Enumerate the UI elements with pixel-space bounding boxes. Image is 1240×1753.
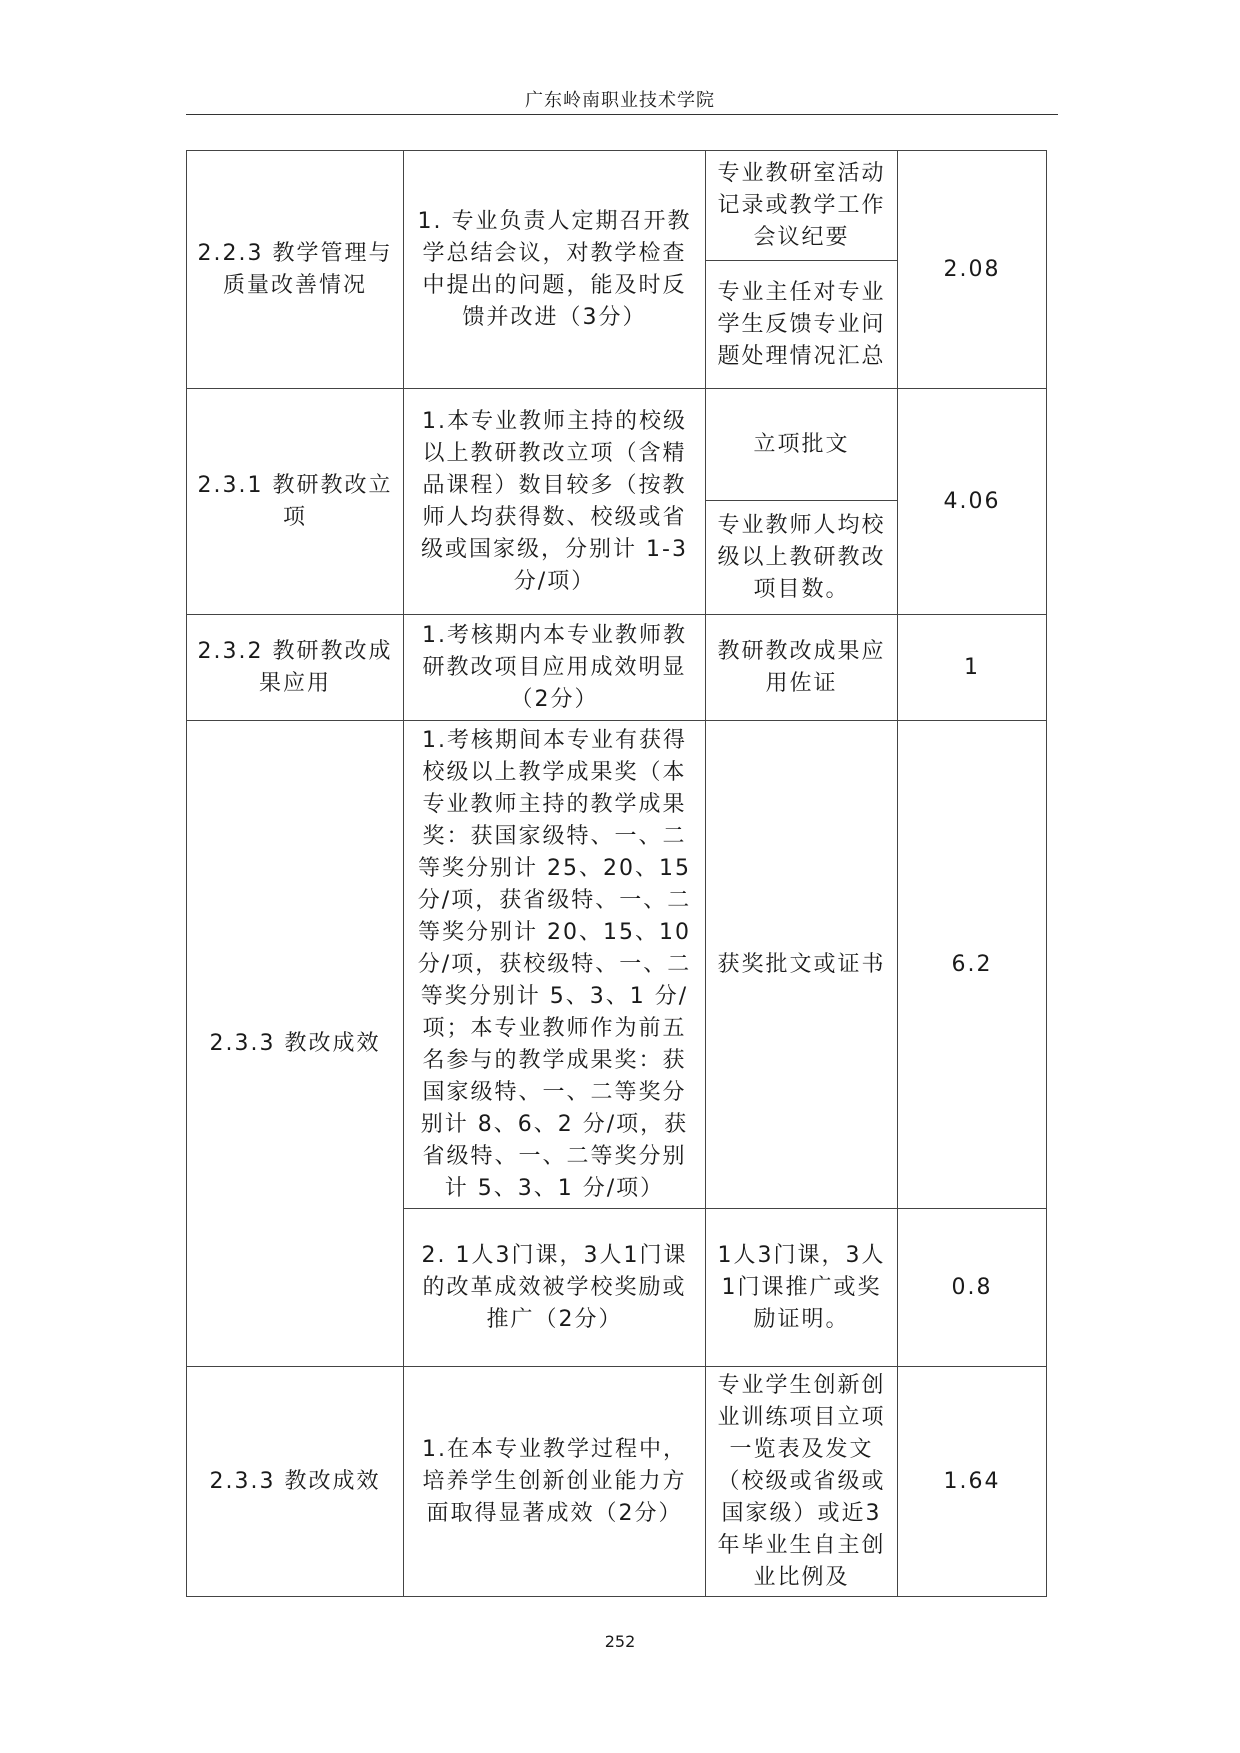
page-number: 252 — [604, 1632, 636, 1651]
requirement-cell: 1.考核期内本专业教师教研教改项目应用成效明显（2分） — [404, 615, 706, 721]
evidence-cell: 教研教改成果应用佐证 — [706, 615, 898, 721]
score-cell: 4.06 — [898, 389, 1047, 615]
score-cell: 0.8 — [898, 1209, 1047, 1367]
item-cell: 2.3.3 教改成效 — [187, 721, 404, 1367]
evidence-cell: 专业主任对专业学生反馈专业问题处理情况汇总 — [706, 261, 898, 389]
evidence-cell: 1人3门课，3人1门课推广或奖励证明。 — [706, 1209, 898, 1367]
table-row — [187, 389, 1047, 501]
evidence-cell: 专业教研室活动记录或教学工作会议纪要 — [706, 151, 898, 261]
table-row — [187, 151, 1047, 261]
header-title: 广东岭南职业技术学院 — [525, 90, 715, 111]
item-cell: 2.3.1 教研教改立项 — [187, 389, 404, 615]
requirement-cell: 1. 专业负责人定期召开教学总结会议，对教学检查中提出的问题，能及时反馈并改进（3分） — [404, 151, 706, 389]
requirement-cell: 1.本专业教师主持的校级以上教研教改立项（含精品课程）数目较多（按教师人均获得数、校级或省级或国家级，分别计 1-3 分/项） — [404, 389, 706, 615]
table-row — [187, 721, 1047, 1209]
evidence-cell: 专业学生创新创业训练项目立项一览表及发文（校级或省级或国家级）或近3年毕业生自主创业比例及 — [706, 1367, 898, 1597]
item-cell: 2.2.3 教学管理与质量改善情况 — [187, 151, 404, 389]
score-cell: 1.64 — [898, 1367, 1047, 1597]
evidence-cell: 立项批文 — [706, 389, 898, 501]
evaluation-table — [186, 150, 1047, 1597]
requirement-cell: 2. 1人3门课，3人1门课的改革成效被学校奖励或推广（2分） — [404, 1209, 706, 1367]
table-row — [187, 1367, 1047, 1597]
table-row — [187, 615, 1047, 721]
requirement-cell: 1.考核期间本专业有获得校级以上教学成果奖（本专业教师主持的教学成果奖：获国家级特、一、二等奖分别计 25、20、15 分/项，获省级特、一、二等奖分别计 20、15、10 分/项，获校级特、一、二等奖分别计 5、3、1 分/项；本专业教师作为前五名参与的教学成果奖：获国家级特、一、二等奖分别计 8、6、2 分/项，获省级特、一、二等奖分别计 5、3、1 分/项） — [404, 721, 706, 1209]
evidence-cell: 获奖批文或证书 — [706, 721, 898, 1209]
item-cell: 2.3.2 教研教改成果应用 — [187, 615, 404, 721]
score-cell: 1 — [898, 615, 1047, 721]
header-divider — [186, 114, 1058, 115]
evidence-cell: 专业教师人均校级以上教研教改项目数。 — [706, 501, 898, 615]
score-cell: 2.08 — [898, 151, 1047, 389]
requirement-cell: 1.在本专业教学过程中，培养学生创新创业能力方面取得显著成效（2分） — [404, 1367, 706, 1597]
score-cell: 6.2 — [898, 721, 1047, 1209]
item-cell: 2.3.3 教改成效 — [187, 1367, 404, 1597]
